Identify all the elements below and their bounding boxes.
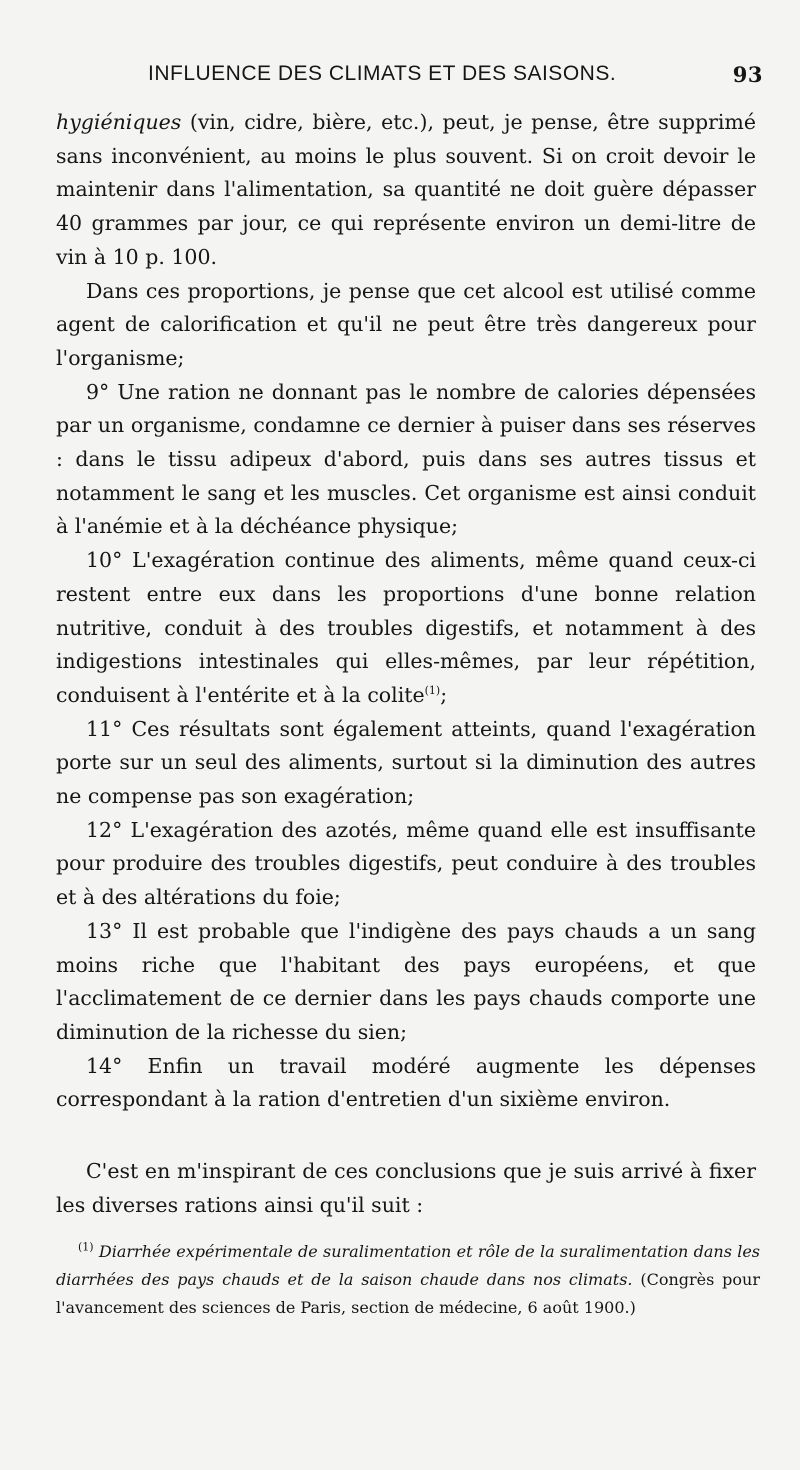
conclusion-9: 9° Une ration ne donnant pas le nombre de calories dépensées par un organisme, condamne ce dernier à puiser dans ses réserves : dans le tissu adipeux d'abord, puis dans ses autres tissus et notamment le sang et les muscles. Cet organisme est ainsi conduit à l'anémie et à la déchéance physique; bbox=[56, 379, 756, 539]
conclusion-11: 11° Ces résultats sont également atteints, quand l'exagération porte sur un seul des aliments, surtout si la diminution des autres ne compense pas son exagération; bbox=[56, 716, 756, 809]
page-number: 93 bbox=[732, 62, 763, 87]
main-text bbox=[56, 106, 756, 1223]
footnote-title: Diarrhée expérimentale de suralimentation et rôle de la suralimentation dans les diarrhées des pays chauds et de la saison chaude dans nos climats. bbox=[56, 1242, 760, 1289]
paragraph-rations-intro: C'est en m'inspirant de ces conclusions que je suis arrivé à fixer les diverses rations ainsi qu'il suit : bbox=[56, 1159, 756, 1217]
footnote-marker: (1) bbox=[78, 1240, 94, 1254]
footnote-1 bbox=[56, 1238, 760, 1322]
paragraph-end: ; bbox=[440, 682, 448, 707]
conclusion-12: 12° L'exagération des azotés, même quand elle est insuffisante pour produire des troubles digestifs, peut conduire à des troubles et à des altérations du foie; bbox=[56, 817, 756, 910]
conclusion-10 bbox=[56, 544, 756, 713]
paragraph-gap bbox=[56, 1117, 756, 1155]
conclusion-13: 13° Il est probable que l'indigène des pays chauds a un sang moins riche que l'habitant des pays européens, et que l'acclimatement de ce dernier dans les pays chauds comporte une diminution de la richesse du sien; bbox=[56, 918, 756, 1044]
paragraph-alcool: Dans ces proportions, je pense que cet alcool est utilisé comme agent de calorification et qu'il ne peut être très dangereux pour l'organisme; bbox=[56, 278, 756, 370]
running-title: INFLUENCE DES CLIMATS ET DES SAISONS. bbox=[148, 62, 617, 85]
paragraph-text: (vin, cidre, bière, etc.), peut, je pense, être supprimé sans inconvénient, au moins le plus souvent. Si on croit devoir le maintenir dans l'alimentation, sa quantité ne doit guère dépasser 40 grammes par jour, ce qui représente environ un demi-litre de vin à 10 p. 100. bbox=[56, 110, 756, 269]
running-header bbox=[60, 62, 770, 94]
italic-word: hygiéniques bbox=[56, 110, 182, 134]
footnote-citation: (Congrès pour l'avancement des sciences de Paris, section de médecine, 6 août 1900.) bbox=[56, 1270, 760, 1317]
conclusion-14: 14° Enfin un travail modéré augmente les dépenses correspondant à la ration d'entretien d'un sixième environ. bbox=[56, 1053, 756, 1112]
paragraph-text: 10° L'exagération continue des aliments, même quand ceux-ci restent entre eux dans les proportions d'une bonne relation nutritive, conduit à des troubles digestifs, et notamment à des indigestions intestinales qui elles-mêmes, par leur répétition, conduisent à l'entérite et à la colite bbox=[56, 548, 756, 707]
footnote-ref: (1) bbox=[424, 684, 441, 698]
paragraph-continuation bbox=[56, 106, 756, 275]
footnotes bbox=[56, 1238, 760, 1322]
